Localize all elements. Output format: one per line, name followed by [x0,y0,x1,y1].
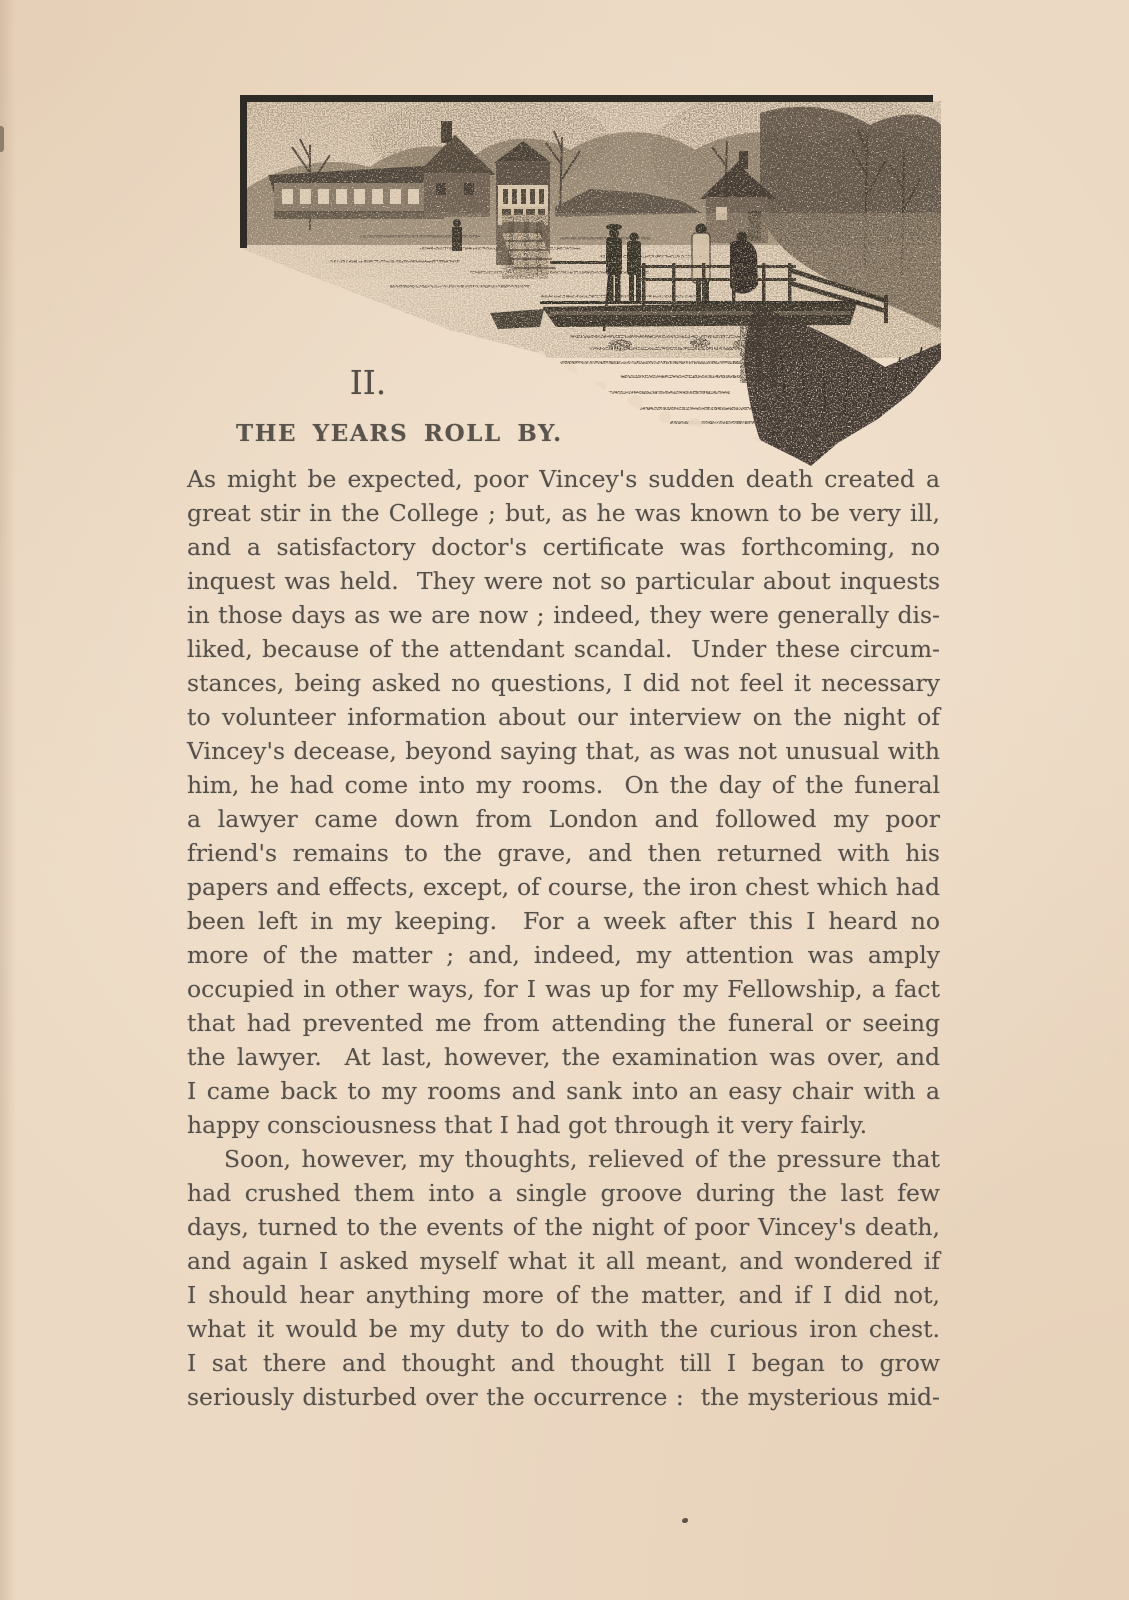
text-line: happy consciousness that I had got through it very fairly. [187,1111,868,1139]
text-line: the lawyer. At last, however, the examination was over, and [187,1043,940,1071]
text-line: friend's remains to the grave, and then returned with his [187,839,940,867]
text-line: that had prevented me from attending the funeral or seeing [187,1009,940,1037]
chapter-illustration [240,95,945,470]
text-line: and again I asked myself what it all meant, and wondered if [187,1247,940,1275]
text-line: had crushed them into a single groove during the last few [187,1179,940,1207]
paragraph-2 [187,1142,940,1414]
paragraph-1 [187,462,940,1142]
text-line: seriously disturbed over the occurrence : the mysterious mid- [187,1383,940,1411]
text-line: occupied in other ways, for I was up for my Fellowship, a fact [187,975,940,1003]
chapter-title: THE YEARS ROLL BY. [236,420,563,447]
text-line: to volunteer information about our interview on the night of [187,703,940,731]
vignette-bubbles [534,351,761,449]
text-line: in those days as we are now ; indeed, they were generally dis- [187,601,940,629]
body-text [187,462,940,1414]
text-line: stances, being asked no questions, I did not feel it necessary [187,669,940,697]
text-line: I should hear anything more of the matter, and if I did not, [187,1281,940,1309]
text-line: him, he had come into my rooms. On the day of the funeral [187,771,940,799]
text-line: days, turned to the events of the night of poor Vincey's death, [187,1213,940,1241]
text-line: Vincey's decease, beyond saying that, as was not unusual with [187,737,940,765]
text-line: what it would be my duty to do with the curious iron chest. [187,1315,940,1343]
ink-speck [682,1518,688,1523]
text-line: inquest was held. They were not so particular about inquests [187,567,940,595]
text-line: more of the matter ; and, indeed, my attention was amply [187,941,940,969]
text-line: and a satisfactory doctor's certificate was forthcoming, no [187,533,940,561]
text-line: liked, because of the attendant scandal. Under these circum- [187,635,940,663]
chapter-number: II. [349,363,387,402]
text-line: been left in my keeping. For a week after this I heard no [187,907,940,935]
page-edge-mark [0,126,4,152]
text-line: I came back to my rooms and sank into an easy chair with a [187,1077,940,1105]
text-line: a lawyer came down from London and followed my poor [187,805,940,833]
text-line: As might be expected, poor Vincey's sudden death created a [187,465,940,493]
text-line: papers and effects, except, of course, the iron chest which had [187,873,940,901]
text-line: great stir in the College ; but, as he was known to be very ill, [187,499,940,527]
text-line: Soon, however, my thoughts, relieved of the pressure that [224,1145,940,1173]
text-line: I sat there and thought and thought till I began to grow [187,1349,940,1377]
